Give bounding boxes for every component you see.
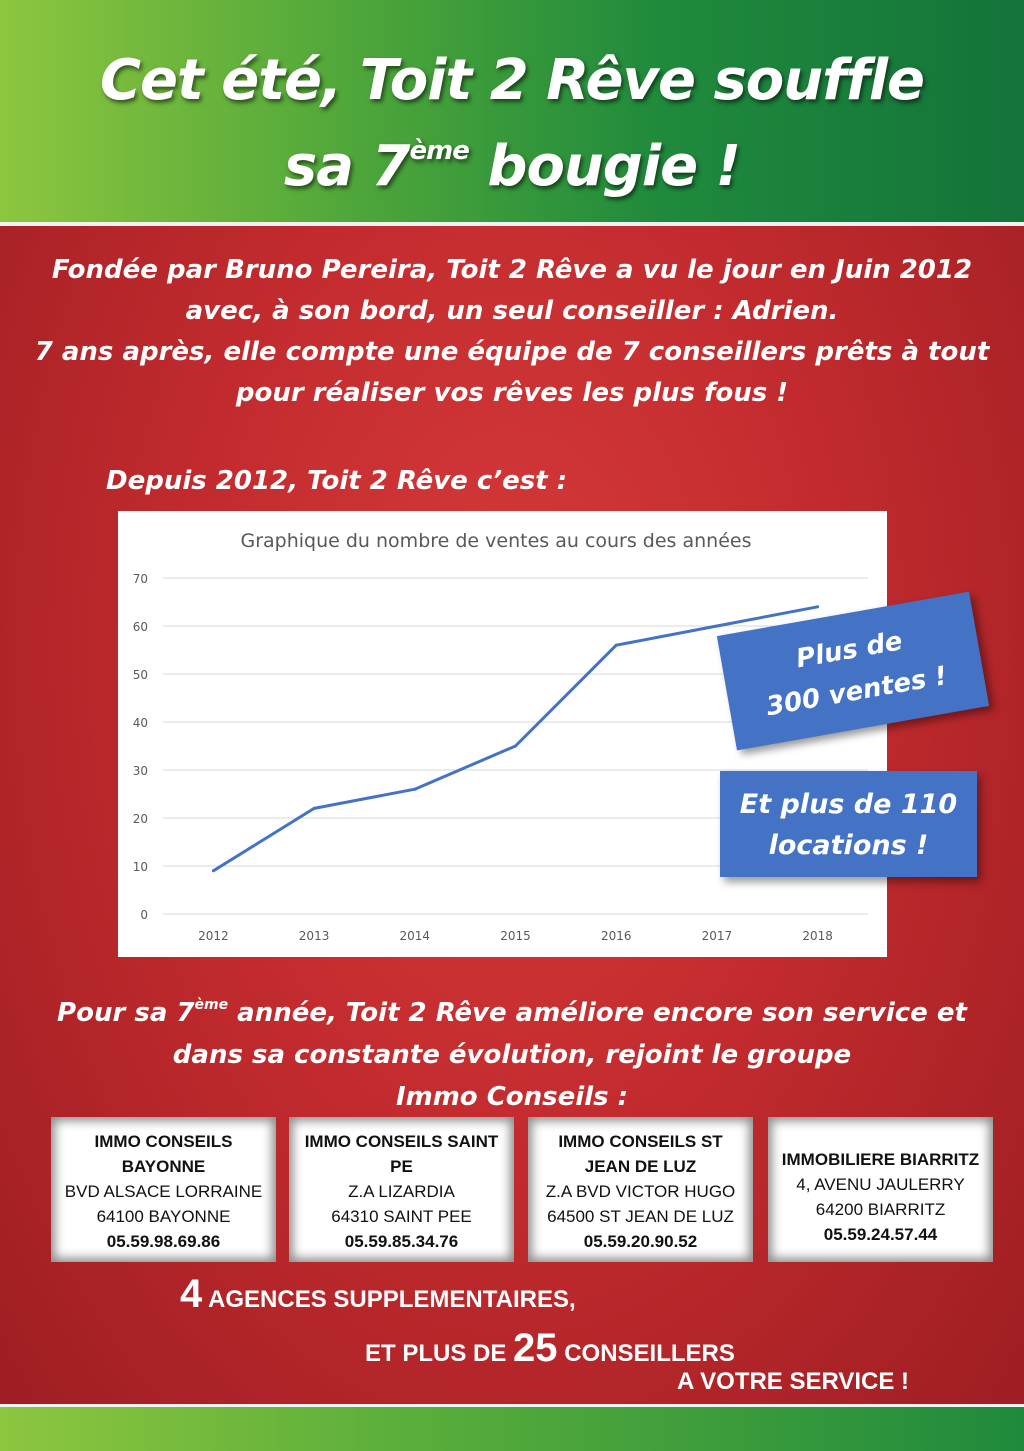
agency-card-biarritz <box>768 1117 993 1262</box>
sales-data-point <box>212 869 215 872</box>
y-tick-label: 10 <box>132 860 148 874</box>
x-tick-label: 2018 <box>802 929 833 943</box>
sales-data-point <box>715 625 718 628</box>
sales-callout-line: Plus de <box>793 626 905 675</box>
group-line <box>30 984 994 1034</box>
y-tick-label: 70 <box>132 572 148 586</box>
agency-name: PE <box>390 1157 413 1176</box>
rentals-callout-line: locations ! <box>768 830 929 861</box>
intro-line: pour réaliser vos rêves les plus fous ! <box>235 378 789 408</box>
agency-name: IMMO CONSEILS SAINT <box>304 1132 499 1151</box>
agency-address: 64100 BAYONNE <box>96 1207 231 1226</box>
header-banner <box>0 0 1024 226</box>
agency-name: BAYONNE <box>121 1157 206 1176</box>
y-tick-label: 30 <box>132 764 148 778</box>
x-tick-label: 2017 <box>701 929 733 943</box>
rentals-callout <box>720 771 977 877</box>
sales-data-point <box>615 644 618 647</box>
agency-phone[interactable]: 05.59.20.90.52 <box>583 1232 698 1251</box>
agency-card-saint-pee <box>289 1117 514 1262</box>
intro-line: 7 ans après, elle compte une équipe de 7 conseillers prêts à tout <box>34 337 990 367</box>
agency-address: Z.A LIZARDIA <box>348 1182 455 1201</box>
chart-title: Graphique du nombre de ventes au cours des années <box>240 530 752 552</box>
footer-advisors-line <box>365 1326 735 1371</box>
bottom-banner <box>0 1404 1024 1451</box>
x-tick-label: 2013 <box>298 929 330 943</box>
group-superscript: ème <box>194 997 229 1013</box>
headline-text: bougie ! <box>468 134 741 199</box>
sales-data-point <box>514 745 517 748</box>
y-tick-label: 60 <box>132 620 148 634</box>
rentals-callout-line: Et plus de 110 <box>739 789 958 820</box>
y-tick-label: 0 <box>140 908 148 922</box>
agency-address: 64200 BIARRITZ <box>815 1200 946 1219</box>
group-line: Immo Conseils : <box>395 1082 629 1112</box>
advisors-count: 25 <box>513 1326 558 1370</box>
y-tick-label: 50 <box>132 668 148 682</box>
footer-text: ET PLUS DE <box>365 1340 514 1367</box>
agency-address: 64500 ST JEAN DE LUZ <box>547 1207 734 1226</box>
agency-address: 4, AVENU JAULERRY <box>796 1175 965 1194</box>
since-label: Depuis 2012, Toit 2 Rêve c’est : <box>106 466 568 496</box>
agency-address: Z.A BVD VICTOR HUGO <box>545 1182 736 1201</box>
group-text: année, Toit 2 Rêve améliore encore son service et <box>228 998 967 1028</box>
headline-text: sa 7 <box>283 134 410 199</box>
intro-line: Fondée par Bruno Pereira, Toit 2 Rêve a vu le jour en Juin 2012 <box>51 255 973 285</box>
agencies-count: 4 <box>180 1272 203 1316</box>
agency-phone[interactable]: 05.59.85.34.76 <box>344 1232 459 1251</box>
agency-address: BVD ALSACE LORRAINE <box>64 1182 263 1201</box>
sales-data-point <box>313 807 316 810</box>
x-tick-label: 2016 <box>600 929 632 943</box>
agency-name: JEAN DE LUZ <box>584 1157 697 1176</box>
footer-agencies-line <box>180 1272 576 1317</box>
sales-data-point <box>413 788 416 791</box>
headline-superscript: ème <box>409 136 469 166</box>
footer-text: AGENCES SUPPLEMENTAIRES, <box>202 1286 576 1313</box>
agency-card-st-jean-de-luz <box>528 1117 753 1262</box>
agency-address: 64310 SAINT PEE <box>331 1207 472 1226</box>
x-tick-label: 2012 <box>198 929 229 943</box>
agency-phone[interactable]: 05.59.24.57.44 <box>823 1225 938 1244</box>
x-tick-label: 2015 <box>500 929 531 943</box>
sales-callout-line: 300 ventes ! <box>763 661 950 723</box>
y-tick-label: 40 <box>132 716 148 730</box>
agency-name: IMMOBILIERE BIARRITZ <box>781 1150 980 1169</box>
footer-text: CONSEILLERS <box>557 1340 735 1367</box>
headline-line-2 <box>0 134 1024 199</box>
y-tick-label: 20 <box>132 812 148 826</box>
footer-service-line: A VOTRE SERVICE ! <box>677 1368 910 1395</box>
agency-name: IMMO CONSEILS ST <box>558 1132 723 1151</box>
group-line: dans sa constante évolution, rejoint le groupe <box>172 1040 852 1070</box>
sales-data-point <box>816 605 819 608</box>
intro-paragraph <box>30 250 994 414</box>
headline-line-1: Cet été, Toit 2 Rêve souffle <box>99 48 925 113</box>
agency-card-bayonne <box>51 1117 276 1262</box>
group-paragraph <box>30 984 994 1118</box>
agency-name: IMMO CONSEILS <box>94 1132 233 1151</box>
group-text: Pour sa 7 <box>57 998 195 1028</box>
agency-phone[interactable]: 05.59.98.69.86 <box>106 1232 221 1251</box>
x-tick-label: 2014 <box>399 929 431 943</box>
intro-line: avec, à son bord, un seul conseiller : Adrien. <box>185 296 839 326</box>
